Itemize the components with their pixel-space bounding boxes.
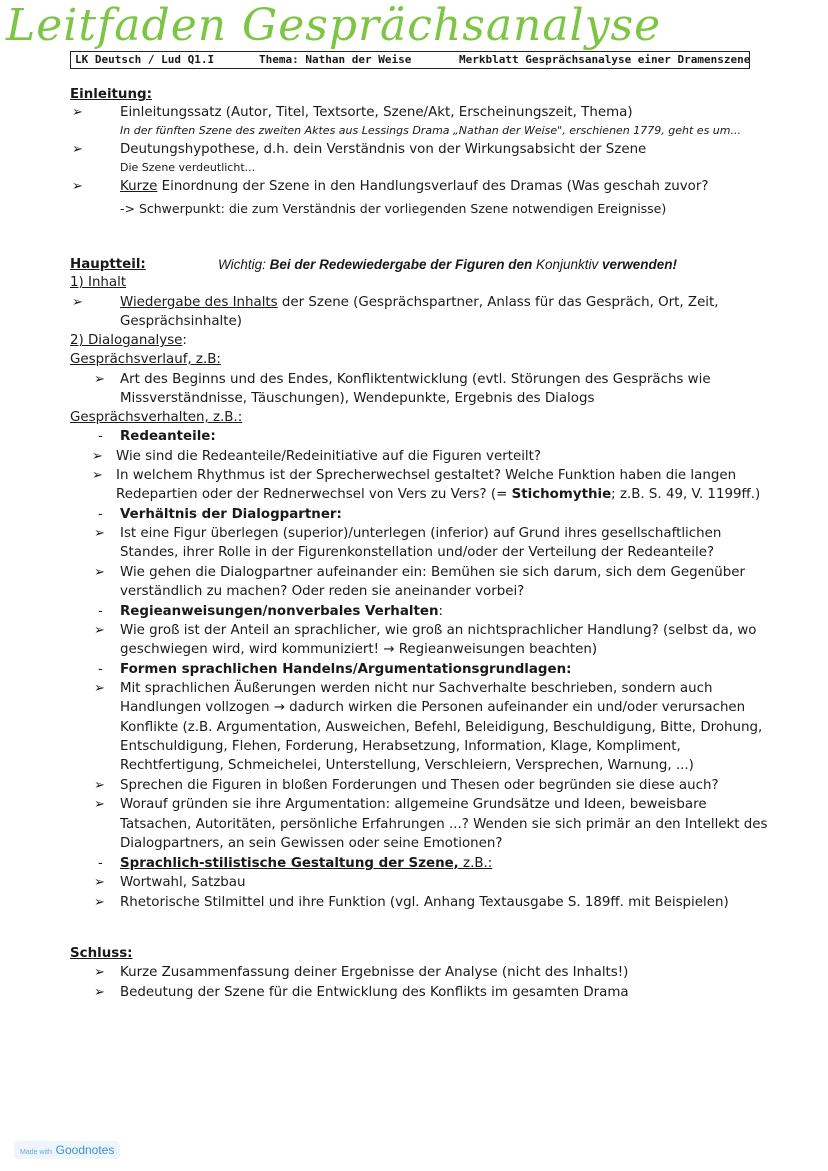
formen-heading: Formen sprachlichen Handelns/Argumentationsgrundlagen:	[120, 662, 572, 677]
subheading-gespraechsverhalten: Gesprächsverhalten, z.B.:	[70, 410, 243, 425]
verlauf-line-2: Missverständnisse, Täuschungen), Wendepunkte, Ergebnis des Dialogs	[120, 391, 595, 406]
einleitung-item-2-example: Die Szene verdeutlicht...	[120, 161, 256, 174]
bullet-arrow-icon: ➢	[94, 778, 105, 793]
note-bold: Bei der Redewiedergabe der Figuren den	[269, 257, 536, 272]
stil-heading	[120, 855, 492, 873]
verhaeltnis-item-2-line-1: Wie gehen die Dialogpartner aufeinander ein: Bemühen sie sich darum, sich dem Gegenüber	[120, 565, 746, 580]
redeanteile-item-2-line-1: In welchem Rhythmus ist der Sprecherwechsel gestaltet? Welche Funktion haben die langen	[116, 468, 737, 483]
verhaeltnis-item-1-line-1: Ist eine Figur überlegen (superior)/unterlegen (inferior) auf Grund ihres gesellschaftlichen	[120, 526, 722, 541]
bullet-arrow-icon: ➢	[94, 875, 105, 890]
bullet-arrow-icon: ➢	[94, 985, 105, 1000]
formen-item-2: Sprechen die Figuren in bloßen Forderungen und Thesen oder begründen sie diese auch?	[120, 778, 719, 793]
formen-item-3-line-3: Dialogpartners, an sein Gewissen oder seine Emotionen?	[120, 836, 503, 851]
bullet-arrow-icon: ➢	[94, 965, 105, 980]
formen-item-1-line-3: Konflikte (z.B. Argumentation, Ausweichen, Befehl, Beleidigung, Beschuldigung, Bitte, Drohung,	[120, 720, 763, 735]
einleitung-item-1: Einleitungssatz (Autor, Titel, Textsorte, Szene/Akt, Erscheinungszeit, Thema)	[120, 105, 633, 120]
bullet-arrow-icon: ➢	[94, 797, 105, 812]
verlauf-line-1: Art des Beginns und des Endes, Konfliktentwicklung (evtl. Störungen des Gesprächs wie	[120, 372, 711, 387]
regie-heading	[120, 603, 443, 621]
inhalt-item-line-2: Gesprächsinhalte)	[120, 314, 242, 329]
section-heading-einleitung: Einleitung:	[70, 87, 152, 102]
bullet-arrow-icon: ➢	[94, 681, 105, 696]
verhaeltnis-item-1-line-2: Standes, ihrer Rolle in der Figurenkonstellation und/oder der Verteilung der Redeanteile?	[120, 545, 715, 560]
einleitung-item-3	[120, 178, 708, 196]
bullet-arrow-icon: ➢	[72, 179, 83, 194]
formen-item-1-line-1: Mit sprachlichen Äußerungen werden nicht nur Sachverhalte beschrieben, sondern auch	[120, 681, 713, 696]
redeanteile-item-1: Wie sind die Redeanteile/Redeinitiative auf die Figuren verteilt?	[116, 449, 542, 464]
formen-item-1-line-2: Handlungen vollzogen → dadurch wirken die Personen aufeinander ein und/oder verursachen	[120, 700, 746, 715]
bullet-arrow-icon: ➢	[72, 142, 83, 157]
regie-colon: :	[438, 604, 444, 619]
verhaeltnis-item-2-line-2: verständlich zu machen? Oder reden sie aneinander vorbei?	[120, 584, 525, 599]
goodnotes-badge	[14, 1141, 120, 1159]
regie-item-line-1: Wie groß ist der Anteil an sprachlicher, wie groß an nichtsprachlicher Handlung? (selbst da, wo	[120, 623, 757, 638]
subheading-inhalt: 1) Inhalt	[70, 275, 127, 290]
ra2-ref: ; z.B. S. 49, V. 1199ff.)	[611, 487, 761, 502]
bullet-arrow-icon: ➢	[94, 565, 105, 580]
bullet-arrow-icon: ➢	[94, 372, 105, 387]
formen-item-3-line-1: Worauf gründen sie ihre Argumentation: allgemeine Grundsätze und Ideen, beweisbare	[120, 797, 707, 812]
note-prefix: Wichtig:	[218, 257, 270, 272]
stil-zb: z.B.:	[458, 856, 493, 871]
header-sheet: Merkblatt Gesprächsanalyse einer Dramenszene	[459, 53, 751, 66]
subheading-gespraechsverlauf: Gesprächsverlauf, z.B:	[70, 352, 221, 367]
einleitung-item-3-underlined: Kurze	[120, 179, 158, 194]
footer-small-text: Made with	[20, 1149, 52, 1156]
bullet-arrow-icon: ➢	[92, 468, 103, 483]
hauptteil-note	[218, 256, 677, 274]
einleitung-item-3-sub: -> Schwerpunkt: die zum Verständnis der vorliegenden Szene notwendigen Ereignisse)	[120, 201, 667, 216]
stil-item-1: Wortwahl, Satzbau	[120, 875, 246, 890]
bullet-arrow-icon: ➢	[72, 105, 83, 120]
dash-bullet: -	[98, 604, 103, 619]
header-box	[70, 51, 750, 69]
bullet-arrow-icon: ➢	[94, 895, 105, 910]
bullet-arrow-icon: ➢	[94, 526, 105, 541]
dash-bullet: -	[98, 856, 103, 871]
einleitung-item-1-example: In der fünften Szene des zweiten Aktes aus Lessings Drama „Nathan der Weise", erschienen 1779, geht es um...	[120, 124, 741, 137]
section-heading-hauptteil: Hauptteil:	[70, 257, 146, 272]
regie-label: Regieanweisungen/nonverbales Verhalten	[120, 604, 439, 619]
inhalt-item-underlined: Wiedergabe des Inhalts	[120, 295, 278, 310]
bullet-arrow-icon: ➢	[72, 295, 83, 310]
schluss-item-1: Kurze Zusammenfassung deiner Ergebnisse der Analyse (nicht des Inhalts!)	[120, 965, 629, 980]
redeanteile-heading: Redeanteile:	[120, 429, 216, 444]
subheading-dialoganalyse	[70, 332, 187, 350]
formen-item-1-line-4: Entschuldigung, Flehen, Forderung, Herabsetzung, Information, Klage, Kompliment,	[120, 739, 681, 754]
bullet-arrow-icon: ➢	[94, 623, 105, 638]
dash-bullet: -	[98, 507, 103, 522]
regie-item-line-2: geschwiegen wird, wird kommuniziert! → Regieanweisungen beachten)	[120, 642, 598, 657]
page-title: Leitfaden Gesprächsanalyse	[6, 0, 662, 51]
section-heading-schluss: Schluss:	[70, 946, 133, 961]
formen-item-1-line-5: Rechtfertigung, Schmeichelei, Unterstellung, Verschleiern, Versprechen, Warnung, ...)	[120, 758, 694, 773]
ra2-text: Redepartien oder der Rednerwechsel von Vers zu Vers? (=	[116, 487, 512, 502]
dialoganalyse-label: 2) Dialoganalyse	[70, 333, 183, 348]
note-konjunktiv: Konjunktiv	[535, 257, 599, 272]
inhalt-item-text: der Szene (Gesprächspartner, Anlass für das Gespräch, Ort, Zeit,	[277, 295, 719, 310]
dialoganalyse-colon: :	[182, 333, 187, 348]
einleitung-item-2: Deutungshypothese, d.h. dein Verständnis von der Wirkungsabsicht der Szene	[120, 142, 647, 157]
verhaeltnis-heading: Verhältnis der Dialogpartner:	[120, 507, 342, 522]
header-course: LK Deutsch / Lud Q1.I	[75, 53, 215, 66]
formen-item-3-line-2: Tatsachen, Autoritäten, persönliche Erfahrungen ...? Wenden sie sich primär an den Intellekt des	[120, 817, 768, 832]
note-bold-end: verwenden!	[598, 257, 678, 272]
schluss-item-2: Bedeutung der Szene für die Entwicklung des Konflikts im gesamten Drama	[120, 985, 629, 1000]
inhalt-item	[120, 294, 756, 312]
bullet-arrow-icon: ➢	[92, 449, 103, 464]
header-theme: Thema: Nathan der Weise	[259, 53, 412, 66]
redeanteile-item-2-line-2	[116, 486, 760, 504]
footer-brand: Goodnotes	[55, 1143, 115, 1157]
stil-item-2: Rhetorische Stilmittel und ihre Funktion (vgl. Anhang Textausgabe S. 189ff. mit Beispielen)	[120, 895, 729, 910]
dash-bullet: -	[98, 662, 103, 677]
ra2-stichomythie: Stichomythie	[511, 487, 612, 502]
stil-label: Sprachlich-stilistische Gestaltung der Szene,	[120, 856, 459, 871]
einleitung-item-3-text: Einordnung der Szene in den Handlungsverlauf des Dramas (Was geschah zuvor?	[157, 179, 709, 194]
dash-bullet: -	[98, 429, 103, 444]
